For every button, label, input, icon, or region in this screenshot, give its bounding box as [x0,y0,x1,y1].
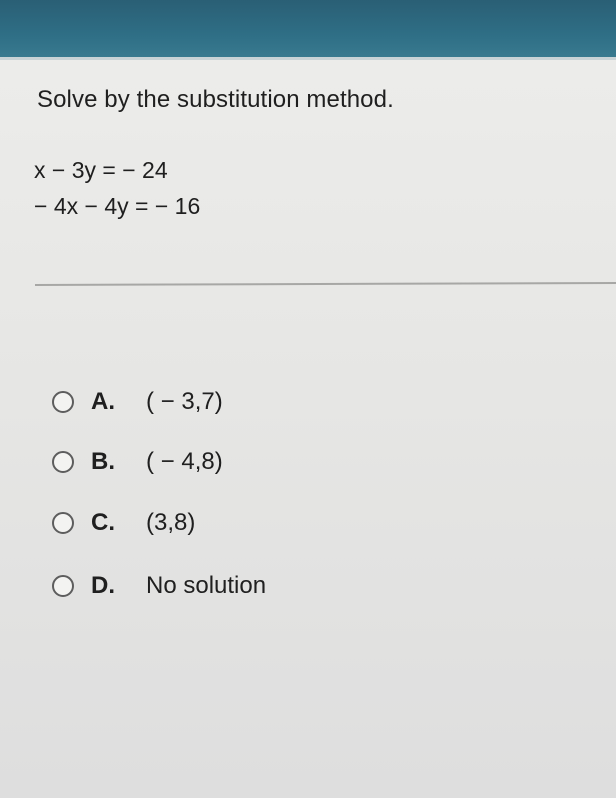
choice-text: ( − 4,8) [146,448,223,475]
choice-letter: C. [91,509,115,536]
choice-text: No solution [146,572,267,599]
choice-c[interactable] [52,503,195,543]
radio-button-icon[interactable] [52,575,74,597]
radio-button-icon[interactable] [52,451,74,473]
choice-a[interactable] [52,382,223,422]
choice-letter: D. [91,572,115,599]
choice-letter: A. [91,388,115,415]
equation-1: x − 3y = − 24 [34,157,168,183]
choice-d[interactable] [52,566,266,606]
equation-2: − 4x − 4y = − 16 [34,193,201,219]
choice-text: (3,8) [146,509,196,536]
radio-button-icon[interactable] [52,512,74,534]
radio-button-icon[interactable] [52,391,74,413]
choice-text: ( − 3,7) [146,388,223,415]
question-prompt: Solve by the substitution method. [37,86,394,113]
choice-b[interactable] [52,442,223,482]
choice-letter: B. [91,448,115,475]
